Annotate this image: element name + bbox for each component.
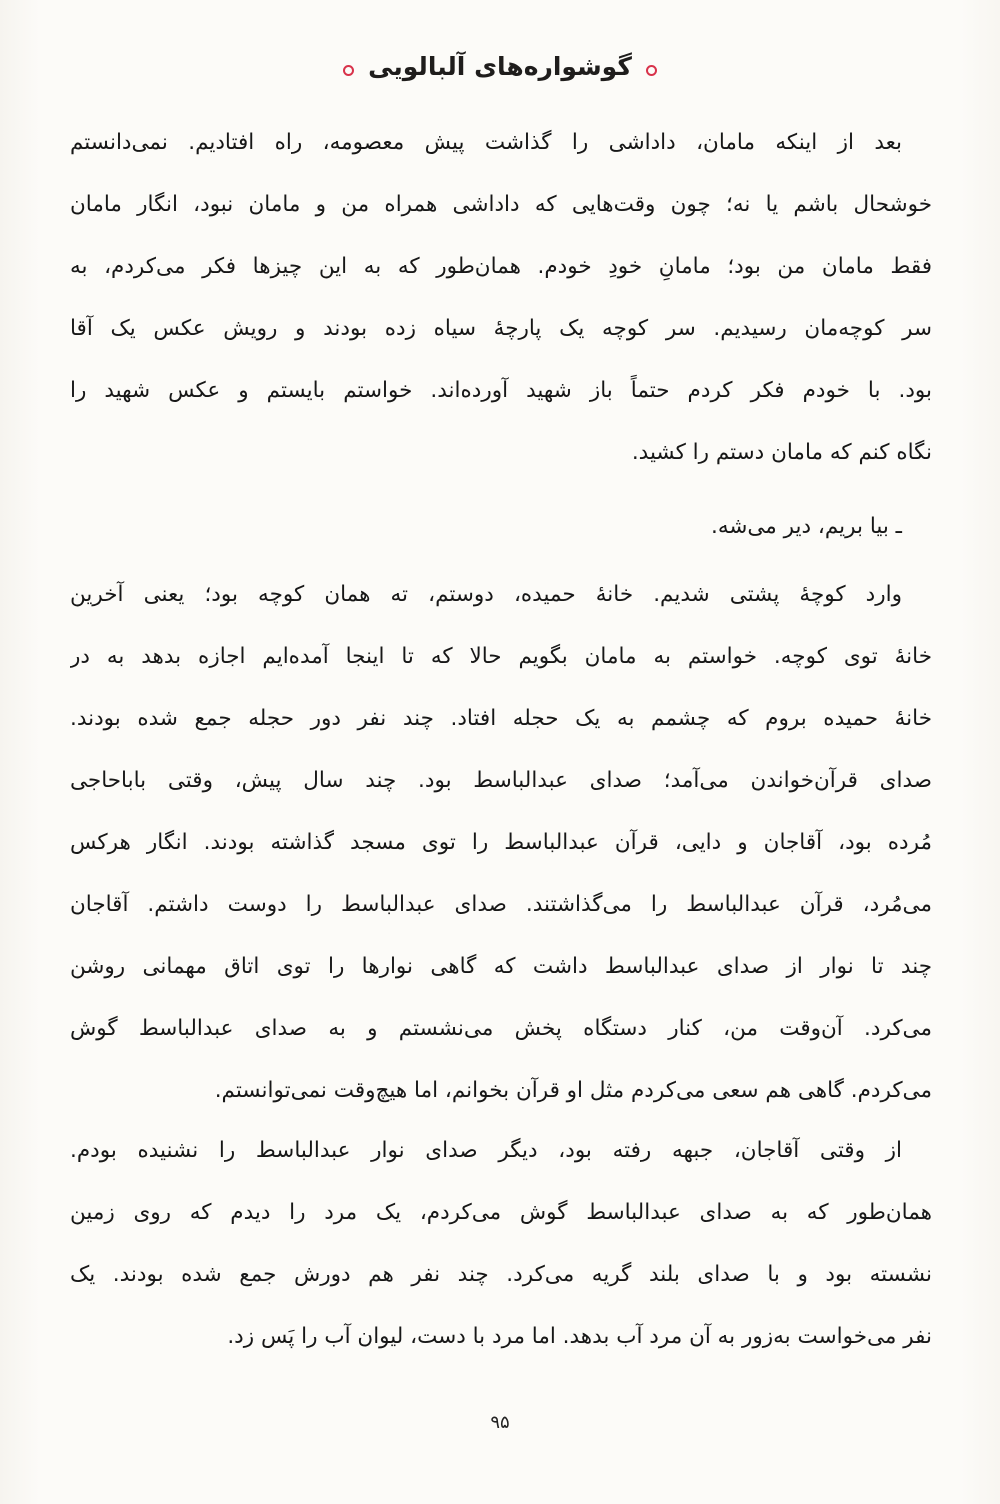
text-line: خانهٔ حمیده بروم که چشمم به یک حجله افتاد. چند نفر دور حجله جمع شده بودند.: [70, 706, 932, 731]
text-line: ـ بیا بریم، دیر می‌شه.: [711, 514, 902, 539]
text-line: صدای قرآن‌خواندن می‌آمد؛ صدای عبدالباسط بود. چند سال پیش، وقتی باباحاجی: [70, 768, 932, 793]
text-line: بعد از اینکه مامان، داداشی را گذاشت پیش معصومه، راه افتادیم. نمی‌دانستم: [70, 130, 902, 155]
text-line: سر کوچه‌مان رسیدیم. سر کوچه یک پارچهٔ سیاه زده بودند و رویش عکس یک آقا: [70, 316, 932, 341]
text-line: نفر می‌خواست به‌زور به آن مرد آب بدهد. اما مرد با دست، لیوان آب را پَس زد.: [227, 1324, 932, 1349]
page-number: ۹۵: [490, 1412, 510, 1433]
book-title: گوشواره‌های آلبالویی: [368, 52, 632, 81]
text-line: بود. با خودم فکر کردم حتماً باز شهید آورده‌اند. خواستم بایستم و عکس شهید را: [70, 378, 932, 403]
dialogue-line: [70, 496, 932, 558]
text-line: می‌کرد. آن‌وقت من، کنار دستگاه پخش می‌نشستم و به صدای عبدالباسط گوش: [70, 1016, 932, 1041]
text-line: مُرده بود، آقاجان و دایی، قرآن عبدالباسط را توی مسجد گذاشته بودند. انگار هرکس: [70, 830, 932, 855]
paragraph: [70, 564, 932, 1122]
text-line: از وقتی آقاجان، جبهه رفته بود، دیگر صدای نوار عبدالباسط را نشنیده بودم.: [70, 1138, 902, 1163]
text-line: خوشحال باشم یا نه؛ چون وقت‌هایی که داداشی همراه من و مامان نبود، انگار مامان: [70, 192, 932, 217]
ornament-circle-icon: [646, 65, 657, 76]
text-line: نگاه کنم که مامان دستم را کشید.: [631, 440, 932, 465]
paragraph: [70, 112, 932, 484]
paragraph: [70, 1120, 932, 1368]
text-line: نشسته بود و با صدای بلند گریه می‌کرد. چند نفر هم دورش جمع شده بودند. یک: [70, 1262, 932, 1287]
text-line: می‌مُرد، قرآن عبدالباسط را می‌گذاشتند. صدای عبدالباسط را دوست داشتم. آقاجان: [70, 892, 932, 917]
text-line: فقط مامان من بود؛ مامانِ خودِ خودم. همان‌طور که به این چیزها فکر می‌کردم، به: [70, 254, 932, 279]
text-line: چند تا نوار از صدای عبدالباسط داشت که گاهی نوارها را توی اتاق مهمانی روشن: [70, 954, 932, 979]
text-line: می‌کردم. گاهی هم سعی می‌کردم مثل او قرآن بخوانم، اما هیچ‌وقت نمی‌توانستم.: [214, 1078, 932, 1103]
text-line: وارد کوچهٔ پشتی شدیم. خانهٔ حمیده، دوستم، ته همان کوچه بود؛ یعنی آخرین: [70, 582, 902, 607]
running-header: [0, 52, 1000, 81]
ornament-circle-icon: [343, 65, 354, 76]
text-line: همان‌طور که به صدای عبدالباسط گوش می‌کردم، یک مرد را دیدم که روی زمین: [70, 1200, 932, 1225]
text-line: خانهٔ توی کوچه. خواستم به مامان بگویم حالا که تا اینجا آمده‌ایم اجازه بدهد به در: [70, 644, 932, 669]
